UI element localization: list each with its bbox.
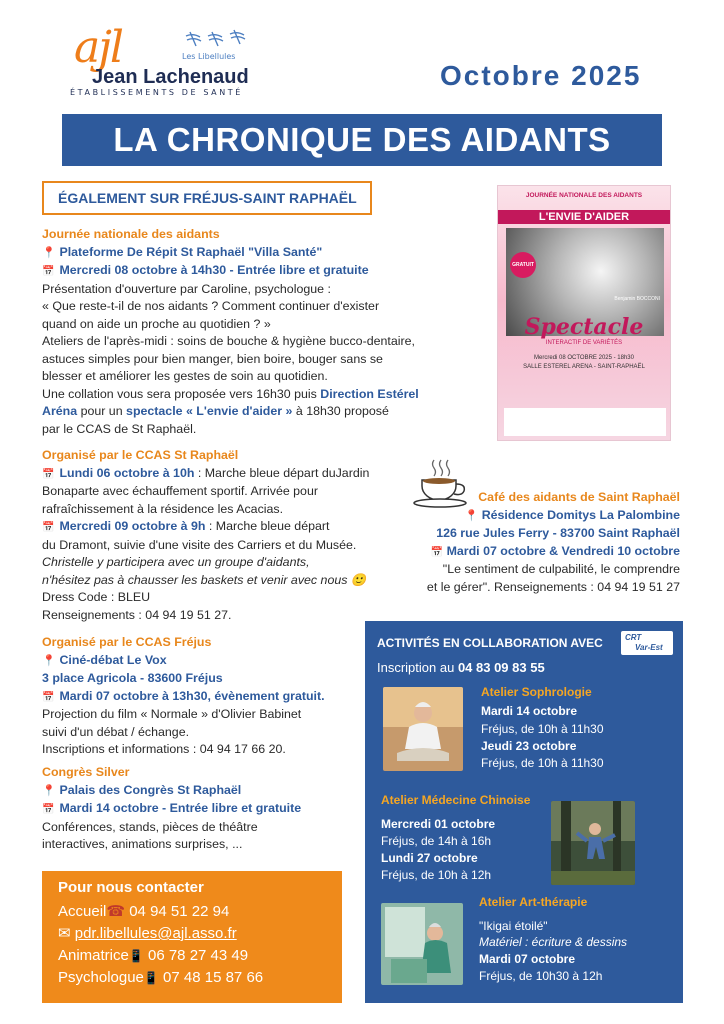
event-address: 3 place Agricola - 83600 Fréjus <box>42 671 223 685</box>
phone-icon: ☎ <box>106 903 126 920</box>
poster-artist: Benjamin BOCCONI <box>614 296 660 302</box>
text-part: n'hésitez pas à chausser les baskets et venir avec nous <box>42 572 348 587</box>
text-line: Présentation d'ouverture par Caroline, psychologue : <box>42 281 331 296</box>
section-title: Journée nationale des aidants <box>42 227 220 241</box>
section-ccas-frejus <box>42 634 362 759</box>
text-line: quand on aide un proche au quotidien ? » <box>42 316 271 331</box>
atelier-art-title: Atelier Art-thérapie <box>479 895 588 909</box>
psychologue-phone[interactable]: 07 48 15 87 66 <box>163 969 264 986</box>
poster-venue-line: SALLE ESTEREL ARENA - SAINT-RAPHAËL <box>523 364 645 370</box>
also-frejus-box: ÉGALEMENT SUR FRÉJUS-SAINT RAPHAËL <box>42 181 372 215</box>
atelier-date: Mardi 14 octobre <box>481 704 578 718</box>
animatrice-label: Animatrice <box>58 947 129 964</box>
text-part: à 18h30 proposé <box>292 404 389 418</box>
calendar-icon: 📅 <box>42 266 55 277</box>
section-ccas-st-raphael <box>42 447 422 624</box>
text-line: Christelle y participera avec un groupe d'aidants, <box>42 555 310 569</box>
sophrologie-photo <box>383 687 463 771</box>
animatrice-phone[interactable]: 06 78 27 43 49 <box>147 947 249 964</box>
contact-title: Pour nous contacter <box>58 879 204 896</box>
date-text: Mardi 07 octobre & Vendredi 10 octobre <box>446 543 680 558</box>
crt-var-est-logo <box>621 631 673 655</box>
text-line: « Que reste-t-il de nos aidants ? Comment continuer d'exister <box>42 299 380 313</box>
text-part: : Marche bleue départ <box>205 519 330 533</box>
venue-highlight: Direction Estérel <box>320 386 419 401</box>
place-text: Ciné-débat Le Vox <box>59 652 167 667</box>
atelier-time: Fréjus, de 10h à 11h30 <box>481 756 604 770</box>
section-journee-nationale <box>42 226 482 438</box>
calendar-icon: 📅 <box>42 691 55 703</box>
medecine-chinoise-photo <box>551 801 635 885</box>
section-cafe-aidants <box>400 489 680 596</box>
ajl-logo <box>70 22 270 100</box>
calendar-icon: 📅 <box>430 546 444 558</box>
text-line <box>42 572 422 590</box>
atelier-time: Fréjus, de 10h à 11h30 <box>481 722 604 736</box>
section-congres-silver <box>42 764 362 854</box>
text-part: pour un <box>77 404 127 418</box>
text-line <box>42 386 482 404</box>
logo-libellules: Les Libellules <box>182 52 236 61</box>
text-line: astuces simples pour bien manger, bien boire, bouger sans se <box>42 351 383 366</box>
text-line <box>42 403 482 421</box>
event-place <box>400 507 680 526</box>
section-title: Congrès Silver <box>42 765 130 779</box>
pin-icon: 📍 <box>42 246 56 259</box>
event-place <box>42 244 482 263</box>
text-line: rafraîchissement à la résidence les Acacias. <box>42 501 284 516</box>
atelier-date: Mercredi 01 octobre <box>381 817 496 831</box>
accueil-label: Accueil <box>58 903 107 920</box>
text-line: blesser et améliorer les gestes de soin au quotidien. <box>42 369 328 383</box>
psychologue-label: Psychologue <box>58 969 144 986</box>
text-part: : Marche bleue départ duJardin <box>194 465 370 480</box>
pin-icon: 📍 <box>42 784 56 797</box>
text-line: du Dramont, suivie d'une visite des Carriers et du Musée. <box>42 537 357 552</box>
date-text: Lundi 06 octobre à 10h <box>59 465 195 480</box>
inscription-line <box>377 659 545 676</box>
logo-ajl-mark: ajl <box>74 22 122 73</box>
text-line: par le CCAS de St Raphaël. <box>42 421 197 436</box>
date-text: Mardi 14 octobre - Entrée libre et gratuite <box>59 801 302 815</box>
poster-spectacle: Spectacle <box>524 314 644 340</box>
show-highlight: spectacle « L'envie d'aider » <box>126 404 293 418</box>
month-title: Octobre 2025 <box>440 60 642 91</box>
smile-icon: 🙂 <box>350 572 367 587</box>
atelier-theme: "Ikigai étoilé" <box>479 919 548 933</box>
text-line: Bonaparte avec échauffement sportif. Arrivée pour <box>42 484 318 498</box>
mail-icon: ✉ <box>58 925 71 942</box>
place-text: Résidence Domitys La Palombine <box>481 507 680 522</box>
atelier-date: Lundi 27 octobre <box>381 851 478 865</box>
text-line: Dress Code : BLEU <box>42 590 151 604</box>
date-text: Mercredi 09 octobre à 9h <box>59 519 206 533</box>
calendar-icon: 📅 <box>42 522 55 533</box>
event-date <box>42 688 362 707</box>
contact-accueil <box>58 901 229 923</box>
text-line: "Le sentiment de culpabilité, le comprendre <box>442 562 680 576</box>
atelier-time: Fréjus, de 10h à 12h <box>381 868 492 882</box>
poster-subtitle: INTERACTIF DE VARIÉTÉS <box>545 340 623 346</box>
section-title: Organisé par le CCAS Fréjus <box>42 635 212 649</box>
event-place <box>42 782 362 801</box>
poster-top-title: JOURNÉE NATIONALE DES AIDANTS <box>525 192 643 199</box>
logo-tagline: ÉTABLISSEMENTS DE SANTÉ <box>70 88 243 97</box>
atelier-sophrologie-title: Atelier Sophrologie <box>481 685 592 699</box>
accueil-phone[interactable]: 04 94 51 22 94 <box>129 903 230 920</box>
inscription-phone: 04 83 09 83 55 <box>457 660 545 675</box>
event-date <box>42 518 422 537</box>
calendar-icon: 📅 <box>42 468 55 480</box>
atelier-time: Fréjus, de 10h30 à 12h <box>479 969 603 983</box>
date-text: Mardi 07 octobre à 13h30, évènement gratuit. <box>59 688 325 703</box>
text-part: Une collation vous sera proposée vers 16h30 puis <box>42 386 321 401</box>
mobile-icon: 📱 <box>143 971 159 985</box>
activities-title: ACTIVITÉS EN COLLABORATION AVEC <box>377 636 603 650</box>
pin-icon: 📍 <box>464 509 479 522</box>
event-date <box>42 800 362 819</box>
contact-mail <box>58 923 237 945</box>
event-place <box>42 652 362 671</box>
logo-jean-lachenaud: Jean Lachenaud <box>92 66 249 88</box>
atelier-medecine-title: Atelier Médecine Chinoise <box>381 793 531 807</box>
contact-animatrice <box>58 945 248 967</box>
place-text: Palais des Congrès St Raphaël <box>59 782 242 797</box>
event-date <box>42 262 482 281</box>
text-line: Inscriptions et informations : 04 94 17 66 20. <box>42 742 286 756</box>
poster-date <box>498 354 670 372</box>
crt-logo-subtext: Var-Est <box>635 643 663 652</box>
poster-date-line: Mercredi 08 OCTOBRE 2025 - 18h30 <box>534 355 634 361</box>
text-line: Conférences, stands, pièces de théâtre <box>42 819 258 834</box>
inscription-label: Inscription au <box>377 660 458 675</box>
dragonfly-icon <box>182 28 252 52</box>
venue-highlight: Aréna <box>42 404 78 418</box>
event-address: 126 rue Jules Ferry - 83700 Saint Raphaël <box>436 526 680 540</box>
activities-box <box>365 621 683 1003</box>
text-line: Ateliers de l'après-midi : soins de bouche & hygiène bucco-dentaire, <box>42 334 415 348</box>
pin-icon: 📍 <box>42 654 56 667</box>
date-text: Mercredi 08 octobre à 14h30 - Entrée libre et gratuite <box>59 263 369 277</box>
chronicle-banner: LA CHRONIQUE DES AIDANTS <box>62 114 662 166</box>
text-line: Renseignements : 04 94 19 51 27. <box>42 607 232 622</box>
section-title: Café des aidants de Saint Raphaël <box>478 490 680 504</box>
mail-link[interactable]: pdr.libellules@ajl.asso.fr <box>74 925 237 942</box>
text-line: et le gérer". Renseignements : 04 94 19 51 27 <box>426 579 680 594</box>
spectacle-poster <box>497 185 671 441</box>
calendar-icon: 📅 <box>42 804 55 815</box>
contact-box <box>42 871 342 1003</box>
art-therapie-photo <box>381 903 463 985</box>
atelier-materiel: Matériel : écriture & dessins <box>479 935 628 949</box>
atelier-time: Fréjus, de 14h à 16h <box>381 834 492 848</box>
text-line: Projection du film « Normale » d'Olivier Babinet <box>42 707 302 721</box>
text-line: interactives, animations surprises, ... <box>42 837 243 851</box>
atelier-date: Mardi 07 octobre <box>479 952 576 966</box>
event-date <box>42 465 422 484</box>
section-title: Organisé par le CCAS St Raphaël <box>42 448 239 462</box>
place-text: Plateforme De Répit St Raphaël "Villa Santé" <box>59 244 323 259</box>
crt-logo-text: CRT <box>625 633 642 642</box>
atelier-date: Jeudi 23 octobre <box>481 739 577 753</box>
poster-envie-title: L'ENVIE D'AIDER <box>498 210 670 224</box>
poster-sponsor-logos <box>504 408 666 436</box>
event-date <box>400 543 680 562</box>
contact-psychologue <box>58 967 263 989</box>
text-line: suivi d'un débat / échange. <box>42 724 190 739</box>
poster-gratuit-badge: GRATUIT <box>510 252 536 278</box>
mobile-icon: 📱 <box>128 949 144 963</box>
